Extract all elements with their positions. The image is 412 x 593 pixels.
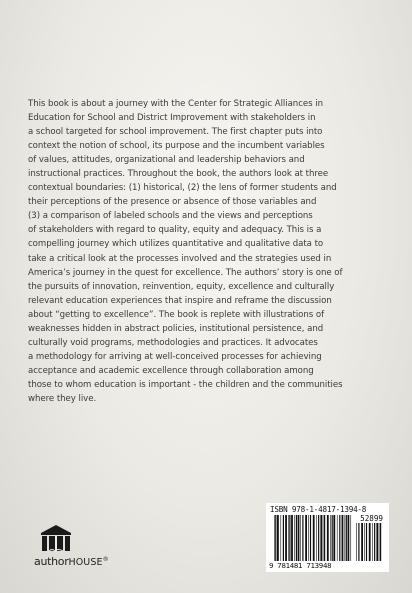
barcode-bar — [358, 523, 359, 561]
barcode-bar — [346, 515, 347, 561]
barcode-bar — [333, 515, 335, 561]
barcode-bar — [350, 515, 351, 561]
barcode-bar — [345, 515, 346, 561]
barcode-bar — [289, 515, 290, 561]
blurb-line: about “getting to excellence”. The book is replete with illustrations of — [28, 309, 325, 320]
barcode-bar — [323, 515, 324, 561]
barcode-bar — [376, 523, 378, 561]
blurb-line: (3) a comparison of labeled schools and the views and perceptions — [28, 211, 313, 222]
barcode-bar — [324, 515, 325, 561]
publisher-logo — [34, 523, 114, 573]
blurb-line: compelling journey which utilizes quantitative and qualitative data to — [28, 239, 324, 250]
barcode-bar — [366, 523, 367, 561]
blurb-line: take a critical look at the processes involved and the strategies used in — [28, 253, 332, 264]
blurb-line: This book is about a journey with the Center for Strategic Alliances in — [28, 99, 323, 109]
blurb-line: acceptance and academic excellence through collaboration among — [28, 365, 314, 376]
publisher-name-part2: HOUSE — [68, 557, 103, 568]
barcode-bar — [298, 515, 300, 561]
barcode-bar — [277, 515, 279, 561]
barcode-bar — [291, 515, 293, 561]
blurb-line: relevant education experiences that inspire and reframe the discussion — [28, 295, 332, 306]
barcode-bar — [313, 515, 315, 561]
back-cover-blurb — [28, 97, 390, 406]
blurb-line: contextual boundaries: (1) historical, (2) the lens of former students and — [28, 183, 337, 194]
blurb-line: their perceptions of the presence or absence of those variables and — [28, 197, 317, 208]
isbn-barcode — [266, 503, 389, 572]
barcode-bar — [332, 515, 333, 561]
barcode-bar — [380, 523, 381, 561]
barcode-bar — [339, 515, 340, 561]
barcode-bar — [294, 515, 295, 561]
blurb-line: America’s journey in the quest for excellence. The authors’ story is one of — [28, 267, 343, 278]
barcode-bar — [372, 523, 373, 561]
barcode-bar — [337, 515, 338, 561]
barcode-bar — [302, 515, 303, 561]
barcode-bar — [374, 523, 375, 561]
publisher-wordmark — [34, 555, 108, 568]
barcode-bar — [285, 515, 287, 561]
barcode-bars — [274, 515, 352, 561]
blurb-line: culturally void programs, methodologies and practices. It advocates — [28, 337, 318, 348]
barcode-bar — [275, 515, 276, 561]
barcode-bar — [288, 515, 289, 561]
blurb-line: a methodology for arriving at well-conceived processes for achieving — [28, 351, 322, 362]
barcode-bar — [274, 515, 275, 561]
barcode-bar — [283, 515, 284, 561]
barcode-addon-bars — [356, 523, 384, 561]
barcode-bar — [281, 515, 282, 561]
barcode-bar — [342, 515, 344, 561]
barcode-bar — [379, 523, 380, 561]
publisher-name-part1: author — [34, 555, 69, 568]
barcode-bar — [361, 523, 363, 561]
isbn-text: ISBN 978-1-4817-1394-8 — [270, 505, 367, 514]
barcode-bar — [310, 515, 311, 561]
barcode-bar — [308, 515, 309, 561]
barcode-bar — [356, 523, 357, 561]
barcode-price-code: 52899 — [360, 514, 383, 523]
barcode-bar — [300, 515, 301, 561]
barcode-bar — [320, 515, 322, 561]
blurb-line: context the notion of school, its purpose and the incumbent variables — [28, 141, 325, 152]
blurb-line: of values, attitudes, organizational and leadership behaviors and — [28, 155, 305, 166]
blurb-line: of stakeholders with regard to quality, equity and adequacy. This is a — [28, 225, 322, 236]
blurb-line: instructional practices. Throughout the book, the authors look at three — [28, 169, 329, 180]
blurb-line: where they live. — [28, 393, 97, 404]
barcode-bar — [316, 515, 317, 561]
blurb-line: the pursuits of innovation, reinvention, equity, excellence and culturally — [28, 281, 335, 292]
barcode-bar — [364, 523, 365, 561]
barcode-digits: 9 781481 713948 — [269, 561, 332, 570]
barcode-bar — [327, 515, 329, 561]
barcode-bar — [369, 523, 371, 561]
blurb-line: Education for School and District Improvement with stakeholders in — [28, 113, 316, 124]
barcode-bar — [296, 515, 297, 561]
barcode-bar — [330, 515, 331, 561]
barcode-bar — [348, 515, 350, 561]
publisher-trademark: ® — [102, 556, 109, 563]
blurb-line: those to whom education is important - the children and the communities — [28, 379, 343, 390]
barcode-bar — [305, 515, 307, 561]
blurb-line: weaknesses hidden in abstract policies, institutional persistence, and — [28, 323, 324, 334]
barcode-bar — [318, 515, 319, 561]
authorhouse-book-house-icon — [39, 523, 73, 553]
blurb-line: a school targeted for school improvement. The first chapter puts into — [28, 127, 323, 138]
